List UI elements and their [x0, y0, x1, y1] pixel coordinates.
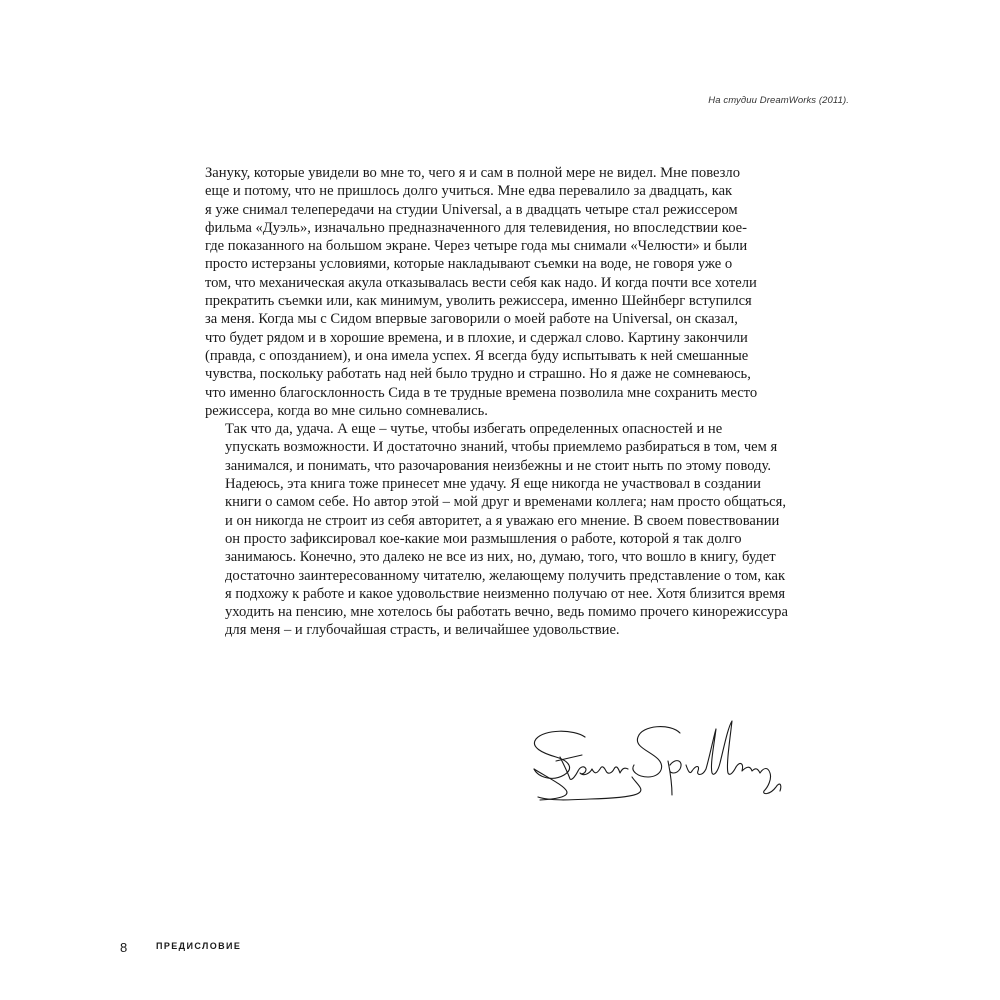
text-line: еще и потому, что не пришлось долго учиться. Мне едва перевалило за двадцать, как [205, 183, 733, 200]
paragraph [205, 164, 785, 420]
text-line: Так что да, удача. А еще – чутье, чтобы избегать определенных опасностей и не [225, 421, 723, 438]
text-line: Надеюсь, эта книга тоже принесет мне удачу. Я еще никогда не участвовал в создании [225, 476, 761, 493]
text-line: где показанного на большом экране. Через четыре года мы снимали «Челюсти» и были [205, 238, 748, 255]
text-line: я подхожу к работе и какое удовольствие неизменно получаю от нее. Хотя близится время [225, 585, 786, 602]
section-title: ПРЕДИСЛОВИЕ [156, 941, 242, 951]
text-line: упускать возможности. И достаточно знаний, чтобы приемлемо разбираться в том, чем я [225, 439, 778, 456]
text-line: том, что механическая акула отказывалась вести себя как надо. И когда почти все хотели [205, 274, 757, 291]
page-number: 8 [120, 940, 128, 955]
text-line: (правда, с опозданием), и она имела успех. Я всегда буду испытывать к ней смешанные [205, 347, 749, 364]
body-text [205, 164, 788, 640]
text-line: фильма «Дуэль», изначально предназначенного для телевидения, но впоследствии кое- [205, 219, 748, 236]
text-line: книги о самом себе. Но автор этой – мой друг и временами коллега; нам просто общаться, [225, 494, 786, 511]
paragraph [205, 420, 785, 475]
text-line: для меня – и глубочайшая страсть, и величайшее удовольствие. [225, 622, 620, 639]
text-line: прекратить съемки или, как минимум, уволить режиссера, именно Шейнберг вступился [205, 293, 752, 310]
text-line: и он никогда не строит из себя авторитет, а я уважаю его мнение. В своем повествовании [225, 512, 780, 529]
text-line: он просто зафиксировал кое-какие мои размышления о работе, которой я так долго [225, 530, 742, 547]
text-line: просто истерзаны условиями, которые накладывают съемки на воде, не говоря уже о [205, 256, 733, 273]
text-line: чувства, поскольку работать над ней было трудно и страшно. Но я даже не сомневаюсь, [205, 366, 751, 383]
text-line: я уже снимал телепередачи на студии Universal, а в двадцать четыре стал режиссером [205, 201, 738, 218]
text-line: что будет рядом и в хорошие времена, и в плохие, и сдержал слово. Картину закончили [205, 329, 748, 346]
text-line: режиссера, когда во мне сильно сомневались. [205, 402, 488, 419]
text-line: достаточно заинтересованному читателю, желающему получить представление о том, как [225, 567, 786, 584]
text-line: занимаюсь. Конечно, это далеко не все из них, но, думаю, того, что вошло в книгу, будет [225, 549, 776, 566]
photo-caption: На студии DreamWorks (2011). [708, 95, 849, 106]
text-line: что именно благосклонность Сида в те трудные времена позволила мне сохранить место [205, 384, 758, 401]
text-line: Зануку, которые увидели во мне то, чего я и сам в полной мере не видел. Мне повезло [205, 165, 741, 181]
paragraph [205, 475, 788, 640]
text-line: за меня. Когда мы с Сидом впервые заговорили о моей работе на Universal, он сказал, [205, 311, 738, 328]
text-line: занимался, и понимать, что разочарования неизбежны и не стоит ныть по этому поводу. [225, 457, 772, 474]
handwritten-signature [530, 715, 785, 810]
text-line: уходить на пенсию, мне хотелось бы работать вечно, ведь помимо прочего кинорежиссура [225, 604, 788, 621]
